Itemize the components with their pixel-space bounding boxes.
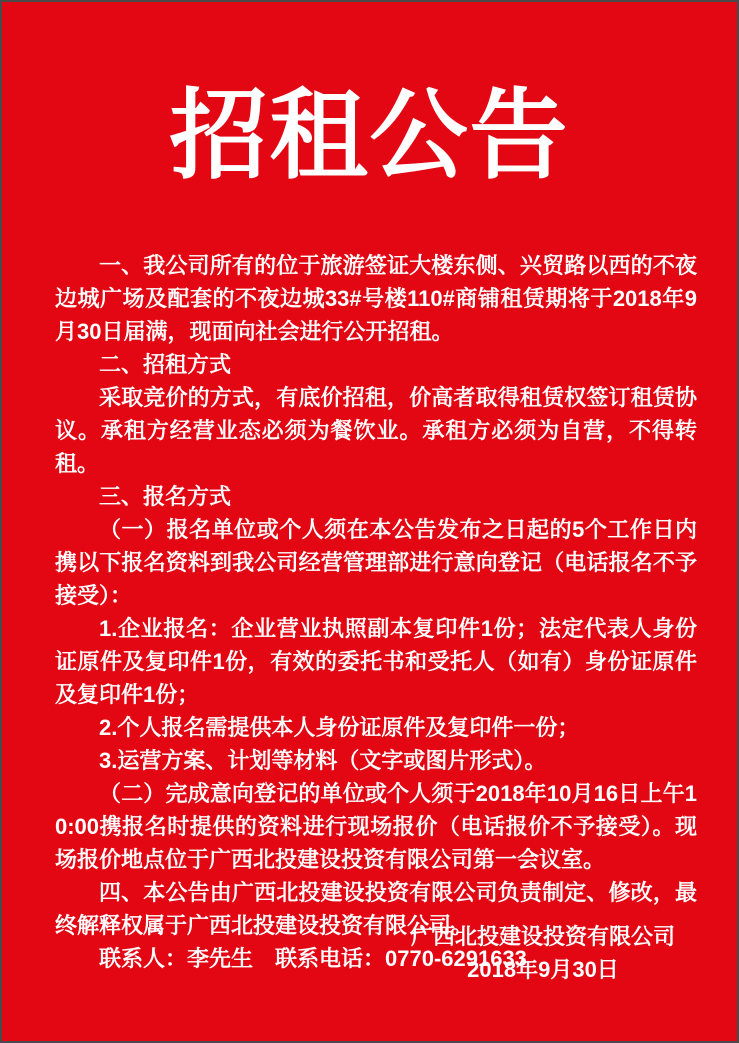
- signature-block: [411, 920, 675, 986]
- paragraph-interpretation-rights: 四、本公告由广西北投建设投资有限公司负责制定、修改，最终解释权属于广西北投建设投资有限公司。: [55, 880, 697, 938]
- paragraph-registration-intro: （一）报名单位或个人须在本公告发布之日起的5个工作日内携以下报名资料到我公司经营管理部进行意向登记（电话报名不予接受）：: [55, 517, 697, 608]
- page-title: 招租公告: [169, 83, 570, 191]
- list-item-operation-plan: 3.运营方案、计划等材料（文字或图片形式）。: [99, 748, 547, 773]
- announcement-body: [55, 249, 697, 975]
- signature-date: 2018年9月30日: [467, 957, 619, 982]
- section-heading-rental-method: 二、招租方式: [99, 352, 232, 377]
- list-item-individual-registration: 2.个人报名需提供本人身份证原件及复印件一份；: [99, 715, 580, 740]
- list-item-company-registration: 1.企业报名：企业营业执照副本复印件1份；法定代表人身份证原件及复印件1份，有效的委托书和受托人（如有）身份证原件及复印件1份；: [55, 616, 697, 707]
- paragraph-rental-method: 采取竞价的方式，有底价招租，价高者取得租赁权签订租赁协议。承租方经营业态必须为餐饮业。承租方必须为自营，不得转租。: [55, 385, 697, 476]
- paragraph-onsite-bidding: （二）完成意向登记的单位或个人须于2018年10月16日上午10:00携报名时提供的资料进行现场报价（电话报价不予接受）。现场报价地点位于广西北投建设投资有限公司第一会议室。: [55, 781, 697, 872]
- section-heading-registration-method: 三、报名方式: [99, 484, 232, 509]
- contact-info-line: 联系人：李先生 联系电话：0770-6291633: [99, 946, 527, 971]
- paragraph-property-description: 一、我公司所有的位于旅游签证大楼东侧、兴贸路以西的不夜边城广场及配套的不夜边城33#号楼110#商铺租赁期将于2018年9月30日届满，现面向社会进行公开招租。: [55, 253, 697, 344]
- signature-company-name: 广西北投建设投资有限公司: [410, 924, 675, 949]
